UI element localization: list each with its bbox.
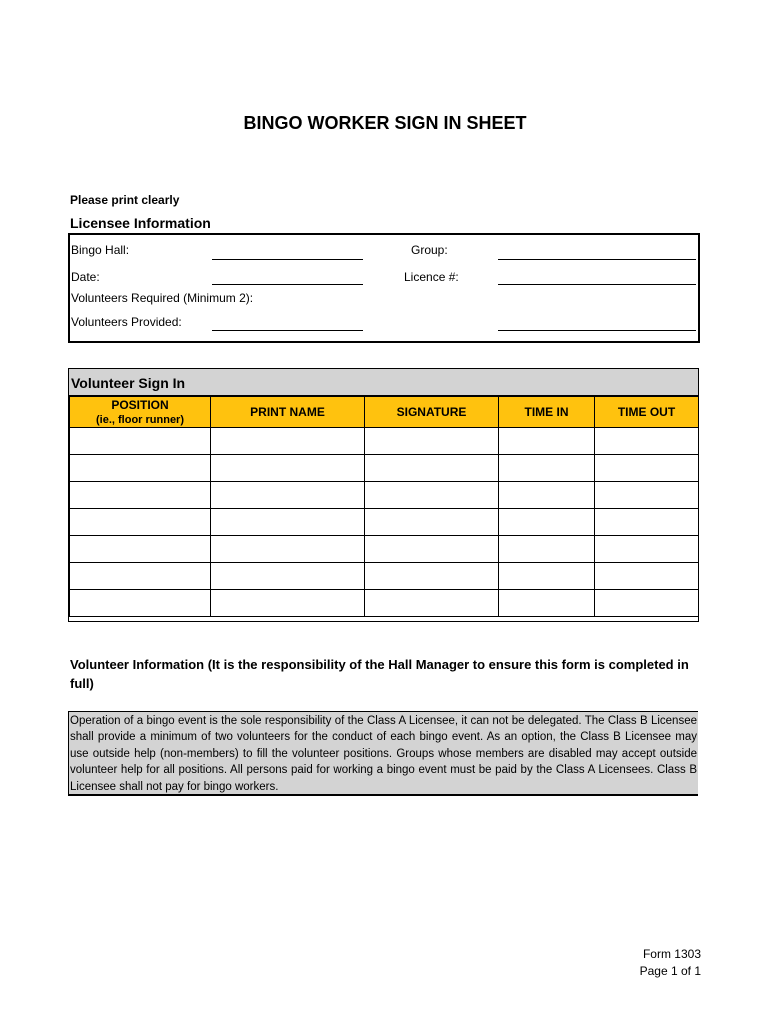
time-in-cell[interactable] bbox=[499, 455, 595, 482]
volunteer-info-heading: Volunteer Information (It is the responsibility of the Hall Manager to ensure this form is completed in full) bbox=[70, 657, 689, 691]
time-out-cell[interactable] bbox=[595, 590, 699, 617]
time-out-cell[interactable] bbox=[595, 455, 699, 482]
table-row bbox=[70, 590, 699, 617]
date-field[interactable] bbox=[212, 284, 363, 285]
group-label: Group: bbox=[411, 243, 448, 257]
time-in-cell[interactable] bbox=[499, 536, 595, 563]
header-row bbox=[70, 397, 699, 428]
col-signature: SIGNATURE bbox=[365, 397, 499, 428]
time-in-cell[interactable] bbox=[499, 482, 595, 509]
position-cell[interactable] bbox=[70, 536, 211, 563]
col-position bbox=[70, 397, 211, 428]
position-cell[interactable] bbox=[70, 590, 211, 617]
signature-cell[interactable] bbox=[365, 563, 499, 590]
page-footer bbox=[640, 946, 701, 980]
time-out-cell[interactable] bbox=[595, 482, 699, 509]
licence-field[interactable] bbox=[498, 284, 696, 285]
signature-cell[interactable] bbox=[365, 455, 499, 482]
table-row bbox=[70, 455, 699, 482]
print-name-cell[interactable] bbox=[211, 536, 365, 563]
table-row bbox=[70, 563, 699, 590]
instruction-note: Please print clearly bbox=[70, 193, 180, 207]
table-row bbox=[70, 509, 699, 536]
group-field[interactable] bbox=[498, 259, 696, 260]
date-label: Date: bbox=[71, 270, 100, 284]
signature-cell[interactable] bbox=[365, 482, 499, 509]
signature-cell[interactable] bbox=[365, 536, 499, 563]
time-in-cell[interactable] bbox=[499, 590, 595, 617]
print-name-cell[interactable] bbox=[211, 482, 365, 509]
volunteers-provided-label: Volunteers Provided: bbox=[71, 315, 182, 329]
time-in-cell[interactable] bbox=[499, 509, 595, 536]
print-name-cell[interactable] bbox=[211, 509, 365, 536]
volunteer-info-box bbox=[68, 711, 698, 796]
time-in-cell[interactable] bbox=[499, 428, 595, 455]
licence-label: Licence #: bbox=[404, 270, 459, 284]
licensee-box bbox=[68, 233, 700, 343]
table-row bbox=[70, 482, 699, 509]
page-number: Page 1 of 1 bbox=[639, 964, 701, 978]
volunteers-provided-field[interactable] bbox=[498, 330, 696, 331]
licensee-heading: Licensee Information bbox=[70, 215, 211, 231]
col-position-sub: (ie., floor runner) bbox=[96, 414, 184, 426]
position-cell[interactable] bbox=[70, 509, 211, 536]
volunteers-required-label: Volunteers Required (Minimum 2): bbox=[71, 291, 254, 305]
bingo-hall-field[interactable] bbox=[212, 259, 363, 260]
print-name-cell[interactable] bbox=[211, 455, 365, 482]
print-name-cell[interactable] bbox=[211, 563, 365, 590]
volunteer-sign-in-table bbox=[68, 368, 699, 622]
time-in-cell[interactable] bbox=[499, 563, 595, 590]
position-cell[interactable] bbox=[70, 428, 211, 455]
col-print-name: PRINT NAME bbox=[211, 397, 365, 428]
signature-cell[interactable] bbox=[365, 428, 499, 455]
col-position-label: POSITION bbox=[111, 398, 169, 412]
volunteers-required-field[interactable] bbox=[212, 330, 363, 331]
col-time-out: TIME OUT bbox=[595, 397, 699, 428]
time-out-cell[interactable] bbox=[595, 536, 699, 563]
volunteer-info-body: Operation of a bingo event is the sole responsibility of the Class A Licensee, it can not be delegated. The Class B Licensee shall provide a minimum of two volunteers for the conduct of each bingo event. As an option, the Class B Licensee may use outside help (non-members) to fill the volunteer positions. Groups whose members are disabled may accept outside volunteer help for all positions. All persons paid for working a bingo event must be paid by the Class A Licensees. Class B Licensee shall not pay for bingo workers. bbox=[70, 715, 697, 793]
table-row bbox=[70, 428, 699, 455]
volunteer-sign-in-header bbox=[69, 369, 698, 396]
col-time-in: TIME IN bbox=[499, 397, 595, 428]
form-number: Form 1303 bbox=[642, 947, 701, 961]
position-cell[interactable] bbox=[70, 455, 211, 482]
time-out-cell[interactable] bbox=[595, 563, 699, 590]
page-title: BINGO WORKER SIGN IN SHEET bbox=[243, 113, 527, 133]
time-out-cell[interactable] bbox=[595, 509, 699, 536]
signature-cell[interactable] bbox=[365, 590, 499, 617]
table-row bbox=[70, 536, 699, 563]
print-name-cell[interactable] bbox=[211, 428, 365, 455]
sign-in-grid bbox=[69, 396, 699, 617]
position-cell[interactable] bbox=[70, 563, 211, 590]
position-cell[interactable] bbox=[70, 482, 211, 509]
print-name-cell[interactable] bbox=[211, 590, 365, 617]
time-out-cell[interactable] bbox=[595, 428, 699, 455]
bingo-hall-label: Bingo Hall: bbox=[71, 243, 130, 257]
volunteer-sign-in-heading: Volunteer Sign In bbox=[71, 375, 186, 391]
signature-cell[interactable] bbox=[365, 509, 499, 536]
